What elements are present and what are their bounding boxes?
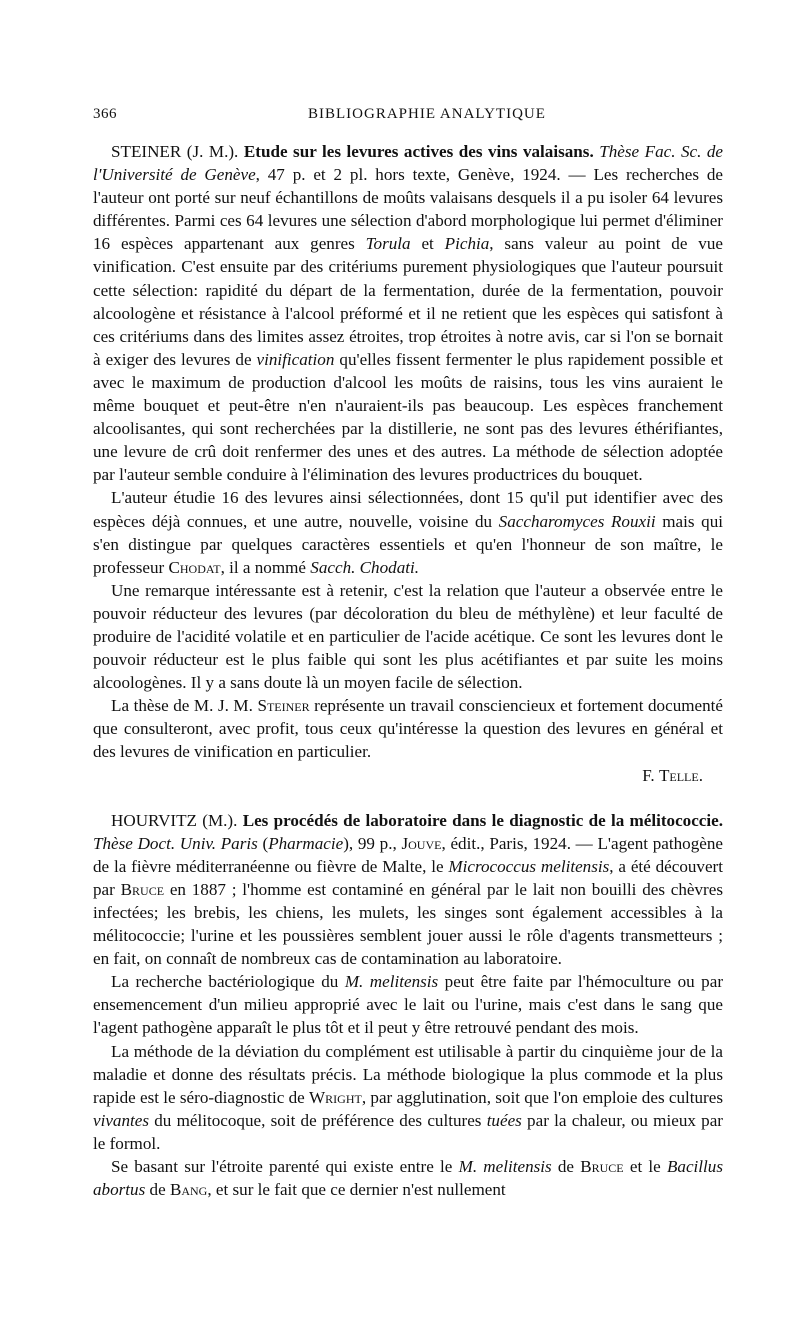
running-title: BIBLIOGRAPHIE ANALYTIQUE	[308, 106, 546, 122]
entry-hourvitz-author: HOURVITZ (M.).	[111, 810, 238, 830]
name-bruce: Bruce	[120, 879, 165, 899]
species-m-melitensis: M. melitensis	[344, 972, 439, 992]
reviewer-signature	[93, 764, 723, 787]
entry-steiner-text-c: qu'elles fissent fermenter le plus rapidement possible et avec le maximum de production d'alcool les moûts de raisins, tous les vins auraient le même bouquet et peut-être n'en n'auraient-ils pas beaucoup. Les espèces franchement alcoolisantes, qui sont recherchées par la distillerie, ne sont pas des levures éthérifiantes, une levure de crû doit renfermer des unes et des autres. La méthode de sélection adoptée par l'auteur semble conduire à l'élimination des levures productrices du bouquet.	[93, 349, 723, 485]
entry-steiner-p2-a: L'auteur étudie 16 des levures ainsi sélectionnées, dont 15 qu'il put identifier avec des espèces déjà connues, et une autre, nouvelle, voisine du	[93, 488, 723, 531]
entry-hourvitz-text-c: , édit., Paris, 1924. — L'agent pathogène de la fièvre méditerranéenne ou fièvre de Malte, le	[93, 833, 723, 876]
genus-pichia: Pichia	[444, 234, 490, 254]
name-wright: Wright	[309, 1087, 362, 1107]
entry-steiner-text-a: , 47 p. et 2 pl. hors texte, Genève, 1924. — Les recherches de l'auteur ont porté sur neuf échantillons de moûts valaisans desquels il a pu isoler 64 levures différentes. Parmi ces 64 levures une sélection d'abord morphologique lui permet d'éliminer 16 espèces appartenant aux genres	[93, 165, 723, 254]
entry-hourvitz-text-e: en 1887 ; l'homme est contaminé en général par le lait non bouilli des chèvres infectées; les brebis, les chiens, les mulets, les singes sont également accessibles à la mélitococcie; l'urine et les poussières semblent jouer aussi le rôle d'agents transmetteurs ; en fait, on connaît de nombreux cas de contamination au laboratoire.	[93, 879, 723, 969]
word-vivantes: vivantes	[93, 1110, 150, 1130]
name-jouve: Jouve	[401, 833, 442, 853]
genus-torula: Torula	[365, 234, 411, 254]
entry-hourvitz-title: Les procédés de laboratoire dans le diagnostic de la mélitococcie.	[242, 810, 724, 830]
entry-hourvitz-text-b: ), 99 p.,	[343, 833, 402, 853]
entry-steiner-p4-a: La thèse de M. J. M.	[111, 696, 258, 716]
entry-hourvitz-p4-e: , et sur le fait que ce dernier n'est nullement	[207, 1180, 506, 1200]
word-vinification: vinification	[256, 349, 335, 369]
name-steiner: Steiner	[257, 696, 310, 716]
entry-hourvitz-p3-b: , par agglutination, soit que l'on emploie des cultures	[361, 1087, 723, 1107]
entry-steiner-p2-c: , il a nommé	[220, 557, 311, 577]
species-sacch-chodati: Sacch. Chodati.	[310, 557, 420, 577]
word-tuees: tuées	[486, 1110, 522, 1130]
entry-steiner-p2-b: mais qui s'en distingue par quelques caractères essentiels et qu'en l'honneur de son maître, le professeur	[93, 511, 723, 577]
species-micrococcus-melitensis: Micrococcus melitensis	[448, 856, 610, 876]
page-number: 366	[93, 106, 117, 122]
entry-steiner-citation-italic: Thèse Fac. Sc. de l'Université de Genève	[93, 142, 724, 185]
name-chodat: Chodat	[168, 557, 221, 577]
entry-hourvitz-p2-a: La recherche bactériologique du	[111, 972, 345, 992]
entry-hourvitz-p3-a: La méthode de la déviation du complément est utilisable à partir du cinquième jour de la maladie et donne des résultats précis. La méthode biologique la plus commode et la plus rapide est le séro-diagnostic de	[93, 1041, 723, 1107]
signature-name: Telle	[658, 765, 699, 785]
entry-hourvitz-citation-italic: Thèse Doct. Univ. Paris	[93, 833, 258, 853]
species-bacillus-abortus: Bacillus abortus	[93, 1157, 723, 1200]
entry-hourvitz-p4-c: et le	[623, 1157, 667, 1177]
signature-period: .	[698, 765, 703, 785]
entry-hourvitz-text-a: (	[257, 833, 269, 853]
entry-steiner-title: Etude sur les levures actives des vins valaisans.	[243, 142, 594, 161]
entry-hourvitz-p4-a: Se basant sur l'étroite parenté qui existe entre le	[111, 1157, 459, 1177]
page-body	[93, 140, 723, 1201]
entry-hourvitz-p2-b: peut être faite par l'hémoculture ou par ensemencement d'un milieu approprié avec le lait ou l'urine, mais c'est dans le sang que l'agent pathogène apparaît le plus tôt et il peut y être retrouvé pendant des mois.	[93, 972, 724, 1038]
entry-hourvitz-paragraph-4	[93, 1155, 723, 1201]
entry-hourvitz-text-d: , a été découvert par	[93, 856, 723, 899]
entry-hourvitz-paragraph-2	[93, 970, 723, 1039]
entry-steiner-paragraph-1	[93, 140, 723, 486]
entry-hourvitz-paragraph-1	[93, 809, 723, 971]
signature-initial: F.	[642, 765, 659, 785]
entry-steiner-text-b: , sans valeur au point de vue vinification. C'est ensuite par des critériums purement physiologiques que l'auteur poursuit cette sélection: rapidité du départ de la fermentation, durée de la fermentation, pouvoir alcoologène et résistance à l'alcool préformé et il ne retient que les espèces qui satisfont à ces critériums dans des limites assez étroites, trop étroites à notre avis, car si l'on se bornait à exiger des levures de	[93, 234, 723, 369]
entry-steiner-author: STEINER (J. M.).	[111, 142, 239, 161]
journal-page	[93, 0, 723, 1325]
name-bang: Bang	[169, 1180, 208, 1200]
entry-hourvitz-p4-d: de	[145, 1180, 170, 1200]
entry-steiner-p4-b: représente un travail consciencieux et fortement documenté que consulteront, avec profit, tous ceux qu'intéresse la question des levures en général et des levures de vinification en particulier.	[93, 696, 724, 762]
running-head	[93, 100, 723, 128]
species-saccharomyces-rouxii: Saccharomyces Rouxii	[498, 511, 656, 531]
entry-hourvitz-p4-b: de	[551, 1157, 581, 1177]
text-et: et	[410, 234, 445, 254]
entry-hourvitz-p3-c: du mélitocoque, soit de préférence des cultures	[149, 1110, 487, 1130]
entry-steiner-paragraph-3: Une remarque intéressante est à retenir, c'est la relation que l'auteur a observée entre le pouvoir réducteur des levures (par décoloration du bleu de méthylène) et leur faculté de produire de l'acidité volatile et en particulier de l'acide acétique. Ce sont les levures dont le pouvoir réducteur est le plus faible qui sont les plus acétifiantes et par suite les moins alcoologènes. Il y a sans doute là un moyen facile de sélection.	[93, 580, 723, 693]
species-m-melitensis-2: M. melitensis	[458, 1157, 552, 1177]
entry-steiner-paragraph-2	[93, 486, 723, 578]
word-pharmacie: Pharmacie	[268, 833, 344, 853]
entry-hourvitz-p3-d: par la chaleur, ou mieux par le formol.	[93, 1110, 723, 1153]
name-bruce-2: Bruce	[580, 1157, 624, 1177]
entry-steiner-paragraph-4	[93, 694, 723, 763]
entry-hourvitz-paragraph-3	[93, 1040, 723, 1155]
